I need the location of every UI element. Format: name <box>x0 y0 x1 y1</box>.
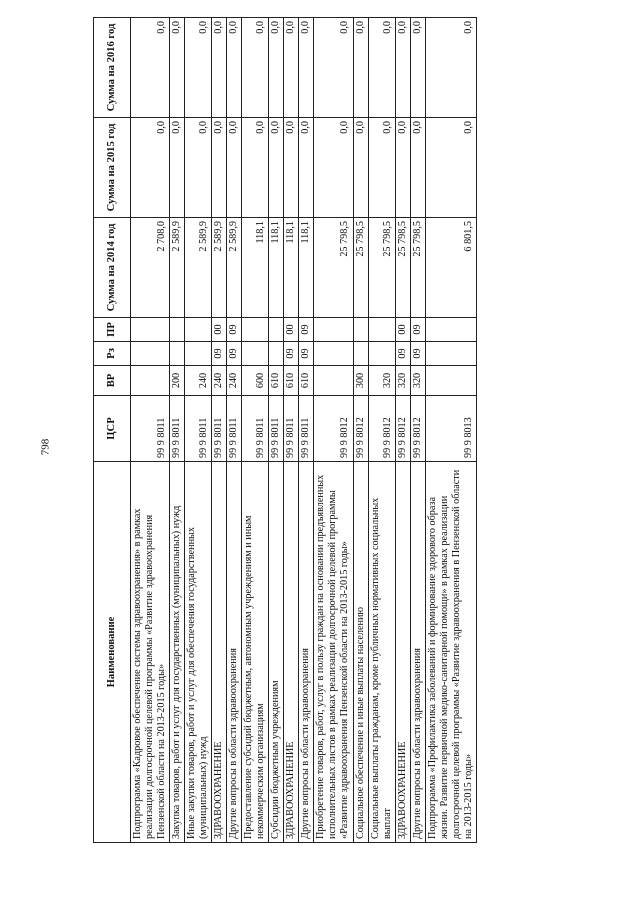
cell-sum-2014: 25 798,5 <box>395 218 410 318</box>
cell-csr: 99 9 8011 <box>212 396 227 462</box>
cell-sum-2016: 0,0 <box>314 18 353 118</box>
cell-sum-2016: 0,0 <box>299 18 314 118</box>
cell-sum-2015: 0,0 <box>299 118 314 218</box>
cell-pr: 09 <box>299 318 314 342</box>
table-row <box>368 18 395 843</box>
cell-sum-2015: 0,0 <box>227 118 242 218</box>
cell-rz: 09 <box>212 342 227 366</box>
cell-sum-2015: 0,0 <box>242 118 269 218</box>
cell-sum-2016: 0,0 <box>395 18 410 118</box>
cell-name: Подпрограмма «Кадровое обеспечение системы здравоохранения» в рамках реализации долгосрочной целевой программы «Развитие здравоохранения Пензенской области на 2013-2015 годы» <box>131 462 170 843</box>
cell-pr: 09 <box>410 318 425 342</box>
cell-name: Предоставление субсидий бюджетным, автономным учреждениям и иным некоммерческим организациям <box>242 462 269 843</box>
table-row <box>227 18 242 843</box>
cell-sum-2015: 0,0 <box>410 118 425 218</box>
cell-sum-2016: 0,0 <box>185 18 212 118</box>
cell-rz: 09 <box>227 342 242 366</box>
header-sum-2014: Сумма на 2014 год <box>94 218 131 318</box>
cell-sum-2014: 2 589,9 <box>185 218 212 318</box>
cell-sum-2016: 0,0 <box>368 18 395 118</box>
cell-sum-2015: 0,0 <box>395 118 410 218</box>
cell-sum-2015: 0,0 <box>314 118 353 218</box>
header-csr: ЦСР <box>94 396 131 462</box>
cell-rz <box>314 342 353 366</box>
cell-vr <box>314 366 353 396</box>
cell-csr: 99 9 8011 <box>284 396 299 462</box>
cell-sum-2016: 0,0 <box>227 18 242 118</box>
cell-pr <box>170 318 185 342</box>
cell-sum-2014: 2 589,9 <box>212 218 227 318</box>
table-row <box>242 18 269 843</box>
cell-pr <box>269 318 284 342</box>
cell-pr <box>368 318 395 342</box>
cell-sum-2014: 2 589,9 <box>170 218 185 318</box>
cell-sum-2015: 0,0 <box>170 118 185 218</box>
page-number: 798 <box>39 438 52 456</box>
cell-csr: 99 9 8012 <box>353 396 368 462</box>
cell-name: Субсидии бюджетным учреждениям <box>269 462 284 843</box>
cell-pr <box>353 318 368 342</box>
cell-name: Подпрограмма «Профилактика заболеваний и формирование здорового образа жизни. Развитие первичной медико-санитарной помощи» в рамках реализации долгосрочной целевой программы «Развитие здравоохранения в Пензенской области на 2013-2015 годы» <box>425 462 476 843</box>
cell-csr: 99 9 8013 <box>425 396 476 462</box>
cell-sum-2016: 0,0 <box>353 18 368 118</box>
cell-vr: 320 <box>410 366 425 396</box>
table-row <box>212 18 227 843</box>
cell-pr: 00 <box>395 318 410 342</box>
cell-name: Социальные выплаты гражданам, кроме публичных нормативных социальных выплат <box>368 462 395 843</box>
cell-sum-2016: 0,0 <box>170 18 185 118</box>
table-row <box>425 18 476 843</box>
cell-rz <box>185 342 212 366</box>
cell-csr: 99 9 8011 <box>185 396 212 462</box>
table-row <box>314 18 353 843</box>
cell-sum-2016: 0,0 <box>410 18 425 118</box>
cell-vr: 200 <box>170 366 185 396</box>
cell-vr <box>131 366 170 396</box>
cell-sum-2015: 0,0 <box>212 118 227 218</box>
table-row <box>170 18 185 843</box>
cell-pr: 00 <box>284 318 299 342</box>
cell-sum-2014: 118,1 <box>269 218 284 318</box>
cell-sum-2016: 0,0 <box>269 18 284 118</box>
cell-pr: 00 <box>212 318 227 342</box>
cell-vr: 320 <box>368 366 395 396</box>
cell-csr: 99 9 8011 <box>170 396 185 462</box>
cell-csr: 99 9 8011 <box>299 396 314 462</box>
cell-sum-2014: 25 798,5 <box>353 218 368 318</box>
cell-rz <box>425 342 476 366</box>
cell-pr <box>242 318 269 342</box>
cell-csr: 99 9 8012 <box>368 396 395 462</box>
header-sum-2016: Сумма на 2016 год <box>94 18 131 118</box>
cell-pr <box>185 318 212 342</box>
table-row <box>269 18 284 843</box>
cell-rz <box>353 342 368 366</box>
cell-name: Приобретение товаров, работ, услуг в пользу граждан на основании предъявленных исполнительных листов в рамках реализации долгосрочной целевой программы «Развитие здравоохранения Пензенской области на 2013-2015 годы» <box>314 462 353 843</box>
header-sum-2015: Сумма на 2015 год <box>94 118 131 218</box>
cell-sum-2015: 0,0 <box>185 118 212 218</box>
cell-vr: 240 <box>185 366 212 396</box>
cell-sum-2014: 118,1 <box>242 218 269 318</box>
cell-csr: 99 9 8011 <box>269 396 284 462</box>
header-name: Наименование <box>94 462 131 843</box>
cell-sum-2015: 0,0 <box>269 118 284 218</box>
cell-vr: 240 <box>227 366 242 396</box>
cell-rz <box>170 342 185 366</box>
cell-rz: 09 <box>410 342 425 366</box>
cell-csr: 99 9 8011 <box>131 396 170 462</box>
cell-csr: 99 9 8011 <box>242 396 269 462</box>
cell-name: Закупка товаров, работ и услуг для государственных (муниципальных) нужд <box>170 462 185 843</box>
cell-name: ЗДРАВООХРАНЕНИЕ <box>395 462 410 843</box>
cell-vr: 240 <box>212 366 227 396</box>
rotated-page <box>93 18 588 843</box>
cell-name: ЗДРАВООХРАНЕНИЕ <box>284 462 299 843</box>
cell-sum-2016: 0,0 <box>284 18 299 118</box>
table-row <box>284 18 299 843</box>
cell-pr <box>314 318 353 342</box>
cell-sum-2015: 0,0 <box>131 118 170 218</box>
cell-rz <box>242 342 269 366</box>
cell-vr: 610 <box>269 366 284 396</box>
cell-csr: 99 9 8012 <box>410 396 425 462</box>
cell-rz: 09 <box>284 342 299 366</box>
header-vr: ВР <box>94 366 131 396</box>
cell-sum-2015: 0,0 <box>353 118 368 218</box>
cell-vr: 300 <box>353 366 368 396</box>
cell-rz: 09 <box>299 342 314 366</box>
cell-vr: 320 <box>395 366 410 396</box>
cell-vr: 610 <box>299 366 314 396</box>
table-row <box>131 18 170 843</box>
cell-sum-2016: 0,0 <box>425 18 476 118</box>
cell-sum-2014: 25 798,5 <box>368 218 395 318</box>
cell-csr: 99 9 8012 <box>395 396 410 462</box>
cell-name: Другие вопросы в области здравоохранения <box>227 462 242 843</box>
cell-pr <box>425 318 476 342</box>
cell-csr: 99 9 8011 <box>227 396 242 462</box>
header-pr: ПР <box>94 318 131 342</box>
cell-rz <box>269 342 284 366</box>
cell-sum-2014: 25 798,5 <box>410 218 425 318</box>
cell-pr: 09 <box>227 318 242 342</box>
cell-sum-2016: 0,0 <box>131 18 170 118</box>
cell-name: Другие вопросы в области здравоохранения <box>299 462 314 843</box>
cell-name: Другие вопросы в области здравоохранения <box>410 462 425 843</box>
budget-table <box>93 17 477 843</box>
cell-sum-2015: 0,0 <box>284 118 299 218</box>
cell-rz <box>368 342 395 366</box>
cell-vr <box>425 366 476 396</box>
cell-sum-2014: 118,1 <box>284 218 299 318</box>
cell-rz <box>131 342 170 366</box>
table-row <box>353 18 368 843</box>
cell-sum-2014: 25 798,5 <box>314 218 353 318</box>
table-row <box>410 18 425 843</box>
cell-csr: 99 9 8012 <box>314 396 353 462</box>
cell-name: Иные закупки товаров, работ и услуг для обеспечения государственных (муниципальных) нужд <box>185 462 212 843</box>
cell-name: ЗДРАВООХРАНЕНИЕ <box>212 462 227 843</box>
cell-sum-2014: 2 708,0 <box>131 218 170 318</box>
table-header-row <box>94 18 131 843</box>
cell-name: Социальное обеспечение и иные выплаты населению <box>353 462 368 843</box>
cell-pr <box>131 318 170 342</box>
cell-sum-2016: 0,0 <box>242 18 269 118</box>
cell-vr: 610 <box>284 366 299 396</box>
cell-sum-2014: 6 801,5 <box>425 218 476 318</box>
table-row <box>299 18 314 843</box>
cell-sum-2015: 0,0 <box>368 118 395 218</box>
table-row <box>395 18 410 843</box>
cell-sum-2014: 2 589,9 <box>227 218 242 318</box>
cell-vr: 600 <box>242 366 269 396</box>
table-body <box>131 18 477 843</box>
cell-rz: 09 <box>395 342 410 366</box>
table-row <box>185 18 212 843</box>
header-rz: Рз <box>94 342 131 366</box>
cell-sum-2016: 0,0 <box>212 18 227 118</box>
cell-sum-2014: 118,1 <box>299 218 314 318</box>
cell-sum-2015: 0,0 <box>425 118 476 218</box>
